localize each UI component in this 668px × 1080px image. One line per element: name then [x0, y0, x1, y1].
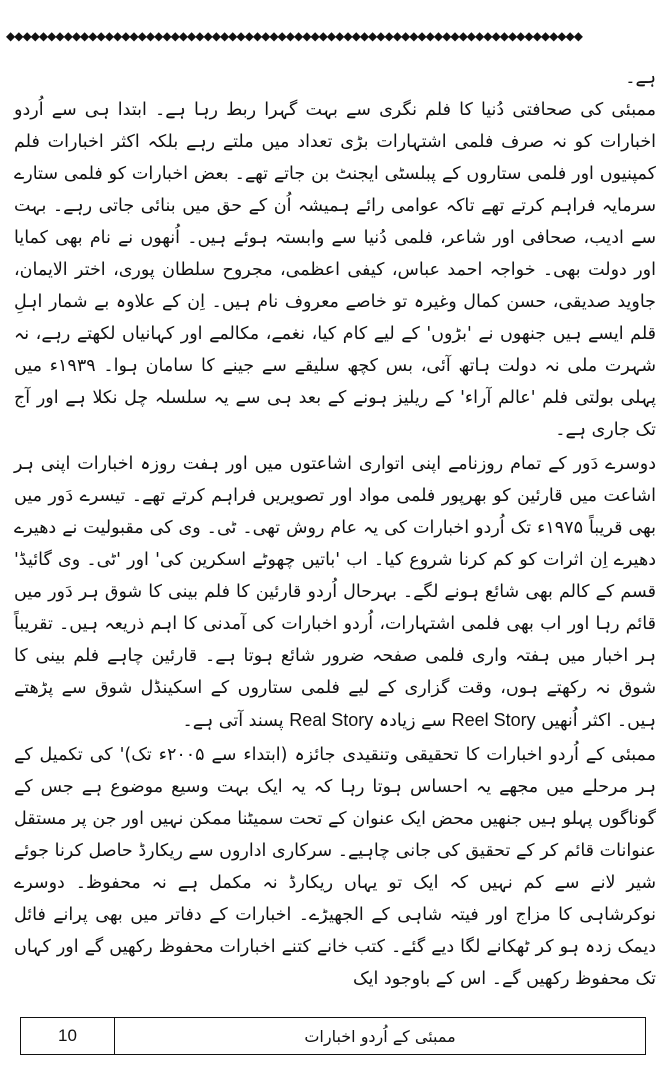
- paragraph-second-era: [14, 448, 656, 737]
- real-story-term: Real Story: [289, 710, 374, 730]
- page-body-text: [14, 62, 656, 995]
- reel-story-term: Reel Story: [451, 710, 536, 730]
- paragraph-film-journalism: ممبئی کی صحافتی دُنیا کا فلم نگری سے بہت گہرا ربط رہا ہے۔ ابتدا ہی سے اُردو اخبارات کو نہ صرف فلمی اشتہارات بڑی تعداد میں ملتے رہے بلکہ اکثر اخبارات فلم کمپنیوں اور فلمی ستاروں کے پبلسٹی ایجنٹ بن جاتے تھے۔ بعض اخبارات کو فلمی ستارے سرمایہ فراہم کرتے تھے تاکہ عوامی رائے ہمیشہ اُن کے حق میں بنائی جاتی رہے۔ بہت سے ادیب، صحافی اور شاعر، فلمی دُنیا سے وابستہ ہوئے ہیں۔ اُنھوں نے نام بھی کمایا اور دولت بھی۔ خواجہ احمد عباس، کیفی اعظمی، مجروح سلطان پوری، اختر الایمان، جاوید صدیقی، حسن کمال وغیرہ تو خاصے معروف نام ہیں۔ اِن کے علاوہ بے شمار اہلِ قلم ایسے ہیں جنھوں نے 'بڑوں' کے لیے کام کیا، نغمے، مکالمے اور کہانیاں لکھتے رہے، نہ شہرت ملی نہ دولت ہاتھ آئی، بس کچھ سلیقے سے جینے کا سامان ہوا۔ ۱۹۳۹ء میں پہلی بولتی فلم 'عالم آراء' کے ریلیز ہونے کے بعد ہی سے یہ سلسلہ چل نکلا ہے اور آج تک جاری ہے۔: [14, 100, 656, 440]
- page-number: 10: [21, 1018, 115, 1054]
- page-footer: [20, 1017, 646, 1055]
- running-book-title: ممبئی کے اُردو اخبارات: [304, 1026, 456, 1046]
- top-ornament-border: ◆◆◆◆◆◆◆◆◆◆◆◆◆◆◆◆◆◆◆◆◆◆◆◆◆◆◆◆◆◆◆◆◆◆◆◆◆◆◆◆◆◆◆◆◆◆◆◆◆◆◆◆◆◆◆◆◆◆◆◆◆◆◆◆◆◆◆◆◆◆: [6, 29, 582, 43]
- paragraph-second-era-mid: سے زیادہ: [378, 711, 447, 731]
- paragraph-second-era-end: پسند آتی ہے۔: [182, 711, 284, 731]
- paragraph-research-review: ممبئی کے اُردو اخبارات کا تحقیقی وتنقیدی جائزہ (ابتداء سے ۲۰۰۵ء تک)' کی تکمیل کے ہر مرحلے میں مجھے یہ احساس ہوتا رہا کہ یہ ایک بہت وسیع موضوع ہے جس کے گوناگوں پہلو ہیں جنھیں محض ایک عنوان کے تحت سمیٹنا ممکن نہیں اور جن پر مستقل عنوانات قائم کر کے تحقیق کی جانی چاہیے۔ سرکاری اداروں سے ریکارڈ حاصل کرنا جوئے شیر لانے سے کم نہیں کہ ایک تو یہاں ریکارڈ نہ مکمل ہے نہ محفوظ۔ دوسرے نوکرشاہی کا مزاج اور فیتہ شاہی کے الجھیڑے۔ اخبارات کے دفاتر میں بھی پرانے فائل دیمک زدہ ہو کر ٹھکانے لگا دیے گئے۔ کتب خانے کتنے اخبارات محفوظ رکھیں گے اور کہاں تک محفوظ رکھیں گے۔ اس کے باوجود ایک: [14, 745, 656, 989]
- paragraph-continuation: ہے۔: [625, 68, 656, 88]
- paragraph-second-era-text: دوسرے دَور کے تمام روزنامے اپنی اتواری اشاعتوں میں اور ہفت روزہ اخبارات اپنی ہر اشاعت میں قارئین کو بھرپور فلمی مواد اور تصویریں فراہم کرتے تھے۔ تیسرے دَور میں بھی قریباً ۱۹۷۵ء تک اُردو اخبارات کی یہ عام روش تھی۔ ٹی۔ وی کی مقبولیت نے دھیرے دھیرے اِن اثرات کو کم کرنا شروع کیا۔ اب 'باتیں چھوٹے اسکرین کی' اور 'ٹی۔ وی گائیڈ' قسم کے کالم بھی شائع ہونے لگے۔ بہرحال اُردو قارئین کا فلم بینی کا شوق ہر دَور میں قائم رہا اور اب بھی فلمی اشتہارات، اُردو اخبارات کی آمدنی کا اہم ذریعہ ہیں۔ تقریباً ہر اخبار میں ہفتہ واری فلمی صفحہ ضرور شائع ہوتا ہے۔ قارئین چاہے فلم بینی کا شوق نہ رکھتے ہوں، وقت گزاری کے لیے فلمی ستاروں کے اسکینڈل شوق سے پڑھتے ہیں۔ اکثر اُنھیں: [14, 454, 656, 731]
